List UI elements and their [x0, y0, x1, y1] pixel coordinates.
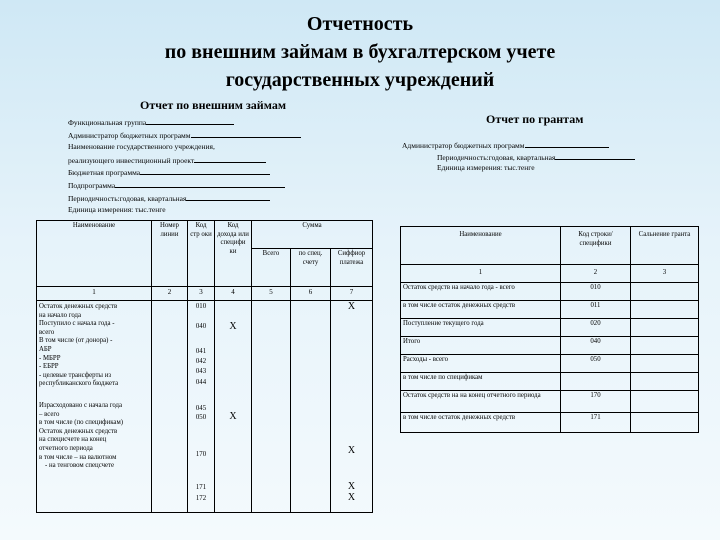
row-name: в том числе остаток денежных средств — [401, 413, 561, 433]
col-number: 3 — [631, 265, 699, 283]
row-name: на специсчете на конец — [39, 436, 107, 444]
row-sum — [631, 319, 699, 337]
row-code — [561, 373, 631, 391]
row-sum — [631, 337, 699, 355]
x-mark: X — [347, 492, 356, 503]
header-name: Наименование — [37, 221, 152, 287]
row-name: на начало года — [39, 311, 82, 319]
row-name: Остаток денежных средств — [39, 427, 118, 435]
code: 170 — [195, 451, 207, 458]
row-sum — [631, 391, 699, 413]
total-cell — [252, 301, 291, 513]
col-number: 5 — [252, 287, 291, 301]
special-account-cell — [291, 301, 331, 513]
code: 171 — [195, 484, 207, 491]
row-name: Остаток средств на начало года - всего — [401, 283, 561, 301]
row-name: в том числе по спецификам — [401, 373, 561, 391]
row-name: отчетного периода — [39, 444, 93, 452]
page-title — [0, 10, 720, 94]
title-line-3: государственных учреждений — [225, 69, 495, 91]
header-line-number: Номер линии — [152, 221, 188, 287]
row-code: 050 — [561, 355, 631, 373]
code: 043 — [195, 368, 207, 375]
header-sum: Сумма — [252, 221, 373, 249]
code: 044 — [195, 379, 207, 386]
header-row-code: Код стр оки — [188, 221, 215, 287]
row-name: всего — [39, 328, 55, 336]
meta-line: Функциональная группа — [68, 116, 301, 129]
row-name-spacer — [39, 389, 149, 402]
row-code: 170 — [561, 391, 631, 413]
header-name: Наименование — [401, 227, 561, 265]
x-mark: X — [229, 321, 237, 332]
col-number: 3 — [188, 287, 215, 301]
table-row — [401, 355, 699, 373]
grants-table — [400, 226, 699, 433]
meta-line: Подпрограмма — [68, 179, 301, 192]
col-number: 1 — [37, 287, 152, 301]
meta-line: Периодичность:годовая, квартальная — [402, 151, 635, 163]
table-row — [401, 301, 699, 319]
meta-line: Наименование государственного учреждения, — [68, 142, 215, 152]
row-sum — [631, 301, 699, 319]
table-row — [401, 283, 699, 301]
code: 040 — [195, 323, 207, 330]
row-name: в том числе остаток денежных средств — [401, 301, 561, 319]
header-income-code: Код дохода или специфи ки — [215, 221, 252, 287]
code: 050 — [195, 414, 207, 421]
row-name: Расходы - всего — [401, 355, 561, 373]
row-sum — [631, 413, 699, 433]
row-name: Остаток средств на на конец отчетного периода — [401, 391, 561, 413]
table-row — [401, 319, 699, 337]
title-line-2: по внешним займам в бухгалтерском учете — [164, 41, 556, 63]
row-codes-cell — [188, 301, 215, 513]
header-code: Код строки/ специфики — [561, 227, 631, 265]
meta-line: Администратор бюджетных программ — [402, 139, 635, 151]
external-loans-heading: Отчет по внешним займам — [140, 98, 286, 112]
row-name: - МБРР — [39, 354, 61, 362]
income-code-cell — [215, 301, 252, 513]
col-number: 4 — [215, 287, 252, 301]
row-name: республиканского бюджета — [39, 380, 119, 388]
title-line-1: Отчетность — [306, 13, 414, 35]
meta-line: Периодичность:годовая, квартальная — [68, 192, 301, 205]
col-number: 1 — [401, 265, 561, 283]
row-sum — [631, 355, 699, 373]
header-special-account: по спец. счету — [291, 249, 331, 287]
table-row — [401, 391, 699, 413]
header-payment-code: Сиффиор платежа — [331, 249, 373, 287]
row-name: Остаток денежных средств — [39, 303, 118, 310]
row-name: Поступление текущего года — [401, 319, 561, 337]
row-code: 010 — [561, 283, 631, 301]
row-name: Израсходовано с начала года — [39, 401, 123, 409]
header-total: Всего — [252, 249, 291, 287]
row-code: 020 — [561, 319, 631, 337]
col-number: 2 — [561, 265, 631, 283]
row-name: – всего — [39, 410, 60, 418]
meta-line: Единица измерения: тыс.тенге — [437, 163, 535, 172]
row-code: 171 — [561, 413, 631, 433]
code: 172 — [195, 495, 207, 502]
row-code: 040 — [561, 337, 631, 355]
x-mark: X — [229, 411, 237, 422]
row-name: Поступило с начала года - — [39, 320, 115, 328]
code: 045 — [195, 405, 207, 412]
row-name: - целевые трансферты из — [39, 371, 112, 379]
row-name: - на тенговом спецсчете — [45, 462, 115, 470]
table-row — [401, 337, 699, 355]
col-number: 6 — [291, 287, 331, 301]
meta-line: Единица измерения: тыс.тенге — [68, 205, 166, 215]
table-row — [401, 413, 699, 433]
loans-report-meta — [68, 116, 301, 217]
row-names-cell — [37, 301, 152, 513]
x-mark: X — [347, 481, 356, 492]
code: 041 — [195, 348, 207, 355]
external-loans-table — [36, 220, 373, 513]
meta-line: Бюджетная программа — [68, 166, 301, 179]
row-name: - ЕБРР — [39, 363, 59, 371]
row-name: АБР — [39, 345, 52, 353]
table-row — [401, 373, 699, 391]
col-number: 7 — [331, 287, 373, 301]
header-grant-sum: Сальнение гранта — [631, 227, 699, 265]
grants-report-meta — [402, 139, 635, 174]
line-number-cell — [152, 301, 188, 513]
row-sum — [631, 283, 699, 301]
x-mark: X — [347, 301, 356, 312]
grants-heading: Отчет по грантам — [486, 112, 584, 126]
col-number: 2 — [152, 287, 188, 301]
row-sum — [631, 373, 699, 391]
row-name: в том числе – на валютном — [39, 453, 117, 461]
code: 010 — [195, 303, 207, 310]
code: 042 — [195, 358, 207, 365]
row-name: В том числе (от донора) - — [39, 337, 113, 345]
meta-line: Администратор бюджетных программ — [68, 129, 301, 142]
row-name: Итого — [401, 337, 561, 355]
x-mark: X — [347, 445, 356, 456]
row-name: в том числе (по спецификам) — [39, 419, 124, 427]
meta-line: реализующего инвестиционный проект — [68, 154, 301, 167]
row-code: 011 — [561, 301, 631, 319]
payment-code-cell — [331, 301, 373, 513]
